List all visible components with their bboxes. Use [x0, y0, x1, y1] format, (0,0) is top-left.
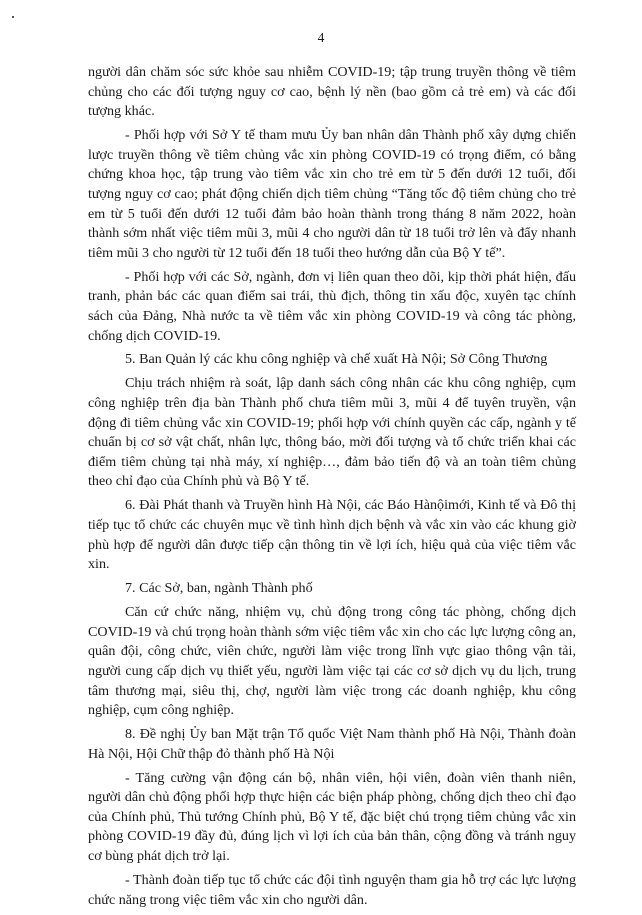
- paragraph-volunteers: - Thành đoàn tiếp tục tổ chức các đội tình nguyện tham gia hỗ trợ các lực lượng chức năng trong việc tiêm vắc xin cho người dân.: [88, 872, 576, 908]
- page-number: 4: [317, 30, 325, 45]
- section-heading-8: 8. Đề nghị Ủy ban Mặt trận Tổ quốc Việt Nam thành phố Hà Nội, Thành đoàn Hà Nội, Hội Chữ thập đỏ thành phố Hà Nội: [88, 726, 576, 762]
- paragraph-counter-misinformation: - Phối hợp với các Sở, ngành, đơn vị liên quan theo dõi, kịp thời phát hiện, đấu tranh, phản bác các quan điểm sai trái, thù địch, thông tin xấu độc, xuyên tạc chính sách của Đảng, Nhà nước ta về tiêm vắc xin phòng COVID-19 và công tác phòng, chống dịch COVID-19.: [88, 268, 576, 344]
- section-heading-5: 5. Ban Quản lý các khu công nghiệp và chế xuất Hà Nội; Sở Công Thương: [125, 351, 548, 368]
- document-body: [88, 63, 576, 915]
- paragraph-mobilization: - Tăng cường vận động cán bộ, nhân viên, hội viên, đoàn viên thanh niên, người dân chủ động phối hợp thực hiện các biện pháp phòng, chống dịch theo chỉ đạo của Chính phủ, Thủ tướng Chính phủ, Bộ Y tế, đặc biệt chú trọng tiêm chủng vắc xin phòng COVID-19 đầy đủ, đúng lịch vì lợi ích của bản thân, cộng đồng và tránh nguy cơ bùng phát dịch trở lại.: [88, 769, 576, 865]
- section-heading-6: 6. Đài Phát thanh và Truyền hình Hà Nội, các Báo Hànộimới, Kinh tế và Đô thị tiếp tục tổ chức các chuyên mục về tình hình dịch bệnh và vắc xin vào các khung giờ phù hợp để người dân được tiếp cận thông tin về lợi ích, hiệu quả của việc tiêm vắc xin.: [88, 497, 576, 573]
- paragraph-departments: Căn cứ chức năng, nhiệm vụ, chủ động trong công tác phòng, chống dịch COVID-19 và chú trọng hoàn thành sớm việc tiêm vắc xin cho các lực lượng công an, quân đội, công chức, viên chức, người làm việc trong lĩnh vực giao thông vận tải, người cung cấp dịch vụ thiết yếu, người làm việc tại các cơ sở dịch vụ du lịch, trung tâm thương mại, siêu thị, chợ, người làm việc trong các doanh nghiệp, khu công nghiệp, cụm công nghiệp.: [88, 604, 576, 719]
- paragraph-communication-strategy: - Phối hợp với Sở Y tế tham mưu Ủy ban nhân dân Thành phố xây dựng chiến lược truyền thông về tiêm chủng vắc xin phòng COVID-19 có trọng điểm, có bằng chứng khoa học, tập trung vào tiêm vắc xin cho trẻ em từ 5 đến dưới 12 tuổi, đối tượng nguy cơ cao; phát động chiến dịch tiêm chủng “Tăng tốc độ tiêm chủng cho trẻ em từ 5 tuổi đến dưới 12 tuổi đảm bảo hoàn thành trong tháng 8 năm 2022, hoàn thành sớm nhất việc tiêm mũi 3, mũi 4 cho người dân từ 18 tuổi trở lên và đẩy nhanh tiêm mũi 3 cho người từ 12 tuổi đến 18 tuổi theo hướng dẫn của Bộ Y tế”.: [88, 127, 576, 261]
- paragraph-industrial-zones: Chịu trách nhiệm rà soát, lập danh sách công nhân các khu công nghiệp, cụm công nghiệp trên địa bàn Thành phố chưa tiêm mũi 3, mũi 4 để tuyên truyền, vận động đi tiêm chủng vắc xin COVID-19; phối hợp với chính quyền các cấp, ngành y tế chuẩn bị cơ sở vật chất, nhân lực, thông báo, mời đối tượng và tổ chức triển khai các điểm tiêm chủng tại nhà máy, xí nghiệp…, đảm bảo tiến độ và an toàn tiêm chủng theo chỉ đạo của Chính phủ và Bộ Y tế.: [88, 375, 576, 490]
- section-heading-7: 7. Các Sở, ban, ngành Thành phố: [125, 580, 313, 597]
- paragraph-continuation: người dân chăm sóc sức khỏe sau nhiễm COVID-19; tập trung truyền thông về tiêm chủng cho các đối tượng nguy cơ cao, bệnh lý nền (bao gồm cả trẻ em) và các đối tượng khác.: [88, 64, 576, 120]
- scan-dot: [12, 16, 14, 18]
